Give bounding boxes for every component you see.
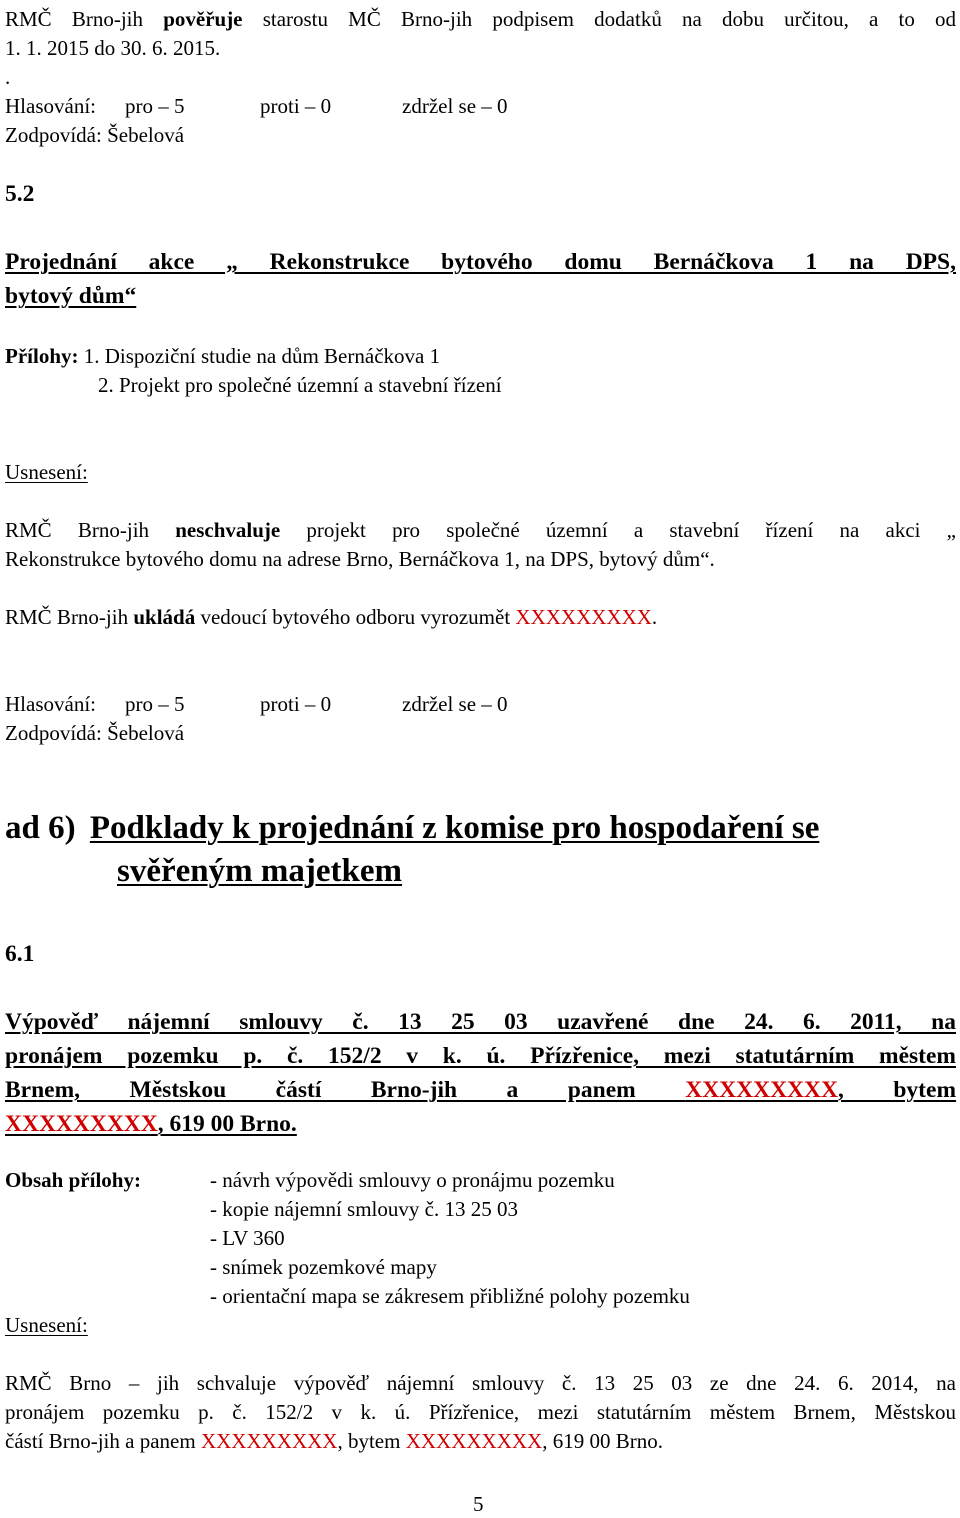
page-number: 5 bbox=[473, 1492, 484, 1516]
resolution-text: 1. 1. 2015 do 30. 6. 2015. bbox=[5, 36, 221, 60]
vote-abstain: zdržel se – 0 bbox=[402, 94, 508, 118]
body-text: . bbox=[651, 605, 658, 629]
resolution-text bbox=[5, 603, 657, 631]
attachment-item: - snímek pozemkové mapy bbox=[210, 1255, 437, 1279]
redacted-address: XXXXXXXXX bbox=[405, 1429, 543, 1453]
title-text: , 619 00 Brno. bbox=[157, 1111, 297, 1137]
agenda-title: Podklady k projednání z komise pro hospodaření se bbox=[89, 810, 820, 846]
section-title: bytový dům“ bbox=[5, 283, 137, 309]
body-text: částí Brno-jih a panem bbox=[5, 1429, 196, 1453]
redacted-address: XXXXXXXXX bbox=[5, 1111, 158, 1137]
body-text: vedoucí bytového odboru vyrozumět bbox=[200, 605, 511, 629]
attachment-item: - kopie nájemní smlouvy č. 13 25 03 bbox=[210, 1197, 518, 1221]
resolution-text: Rekonstrukce bytového domu na adrese Brno, Bernáčkova 1, na DPS, bytový dům“. bbox=[5, 547, 715, 571]
vote-against: proti – 0 bbox=[260, 94, 332, 118]
attachment-item: - návrh výpovědi smlouvy o pronájmu pozemku bbox=[210, 1168, 615, 1192]
body-text: RMČ Brno-jih bbox=[5, 7, 144, 31]
body-text: starostu MČ Brno-jih podpisem dodatků na dobu určitou, a to od bbox=[262, 7, 957, 31]
body-text: projekt pro společné územní a stavební řízení na akci „ bbox=[306, 518, 957, 542]
attachments-line bbox=[5, 342, 440, 370]
voting-line bbox=[5, 92, 508, 120]
bold-verb: ukládá bbox=[133, 605, 196, 629]
redacted-name: XXXXXXXXX bbox=[515, 605, 652, 629]
section-number: 5.2 bbox=[5, 181, 35, 207]
resolution-text bbox=[5, 5, 956, 33]
attachment-item: - LV 360 bbox=[210, 1226, 285, 1250]
resolution-heading: Usnesení: bbox=[5, 460, 88, 484]
attachment-contents-label: Obsah přílohy: bbox=[5, 1168, 141, 1192]
attachment-item: 2. Projekt pro společné územní a stavební řízení bbox=[98, 373, 502, 397]
resolution-heading: Usnesení: bbox=[5, 1313, 88, 1337]
attachments-label: Přílohy: bbox=[5, 344, 79, 368]
body-text: RMČ Brno-jih bbox=[5, 605, 129, 629]
redacted-name: XXXXXXXXX bbox=[685, 1077, 838, 1103]
agenda-title: svěřeným majetkem bbox=[117, 853, 402, 889]
resolution-text bbox=[5, 516, 956, 544]
attachment-item: - orientační mapa se zákresem přibližné polohy pozemku bbox=[210, 1284, 690, 1308]
resolution-text: pronájem pozemku p. č. 152/2 v k. ú. Přízřenice, mezi statutárním městem Brnem, Městskou bbox=[5, 1400, 956, 1424]
vote-against: proti – 0 bbox=[260, 692, 332, 716]
resolution-text: . bbox=[5, 65, 11, 89]
resolution-text: RMČ Brno – jih schvaluje výpověď nájemní smlouvy č. 13 25 03 ze dne 24. 6. 2014, na bbox=[5, 1371, 956, 1395]
body-text: RMČ Brno-jih bbox=[5, 518, 150, 542]
voting-line bbox=[5, 690, 508, 718]
responsible-line: Zodpovídá: Šebelová bbox=[5, 721, 185, 745]
title-text: , bytem bbox=[837, 1077, 957, 1103]
bold-verb: pověřuje bbox=[163, 7, 243, 31]
section-number: 6.1 bbox=[5, 941, 35, 967]
bold-verb: neschvaluje bbox=[175, 518, 281, 542]
section-title: Výpověď nájemní smlouvy č. 13 25 03 uzavřené dne 24. 6. 2011, na bbox=[5, 1009, 956, 1035]
section-title bbox=[5, 1110, 297, 1138]
title-text: Brnem, Městskou částí Brno-jih a panem bbox=[5, 1077, 636, 1103]
responsible-line: Zodpovídá: Šebelová bbox=[5, 123, 185, 147]
voting-label: Hlasování: bbox=[5, 94, 96, 118]
voting-label: Hlasování: bbox=[5, 692, 96, 716]
vote-abstain: zdržel se – 0 bbox=[402, 692, 508, 716]
redacted-name: XXXXXXXXX bbox=[200, 1429, 338, 1453]
attachment-item: 1. Dispoziční studie na dům Bernáčkova 1 bbox=[83, 344, 441, 368]
section-title: Projednání akce „ Rekonstrukce bytového domu Bernáčkova 1 na DPS, bbox=[5, 249, 956, 275]
vote-for: pro – 5 bbox=[125, 692, 185, 716]
section-title: pronájem pozemku p. č. 152/2 v k. ú. Přízřenice, mezi statutárním městem bbox=[5, 1043, 956, 1069]
agenda-number: ad 6) bbox=[5, 810, 76, 846]
body-text: , 619 00 Brno. bbox=[542, 1429, 663, 1453]
vote-for: pro – 5 bbox=[125, 94, 185, 118]
body-text: , bytem bbox=[337, 1429, 401, 1453]
agenda-heading bbox=[5, 808, 819, 848]
resolution-text bbox=[5, 1427, 663, 1455]
section-title bbox=[5, 1076, 956, 1104]
